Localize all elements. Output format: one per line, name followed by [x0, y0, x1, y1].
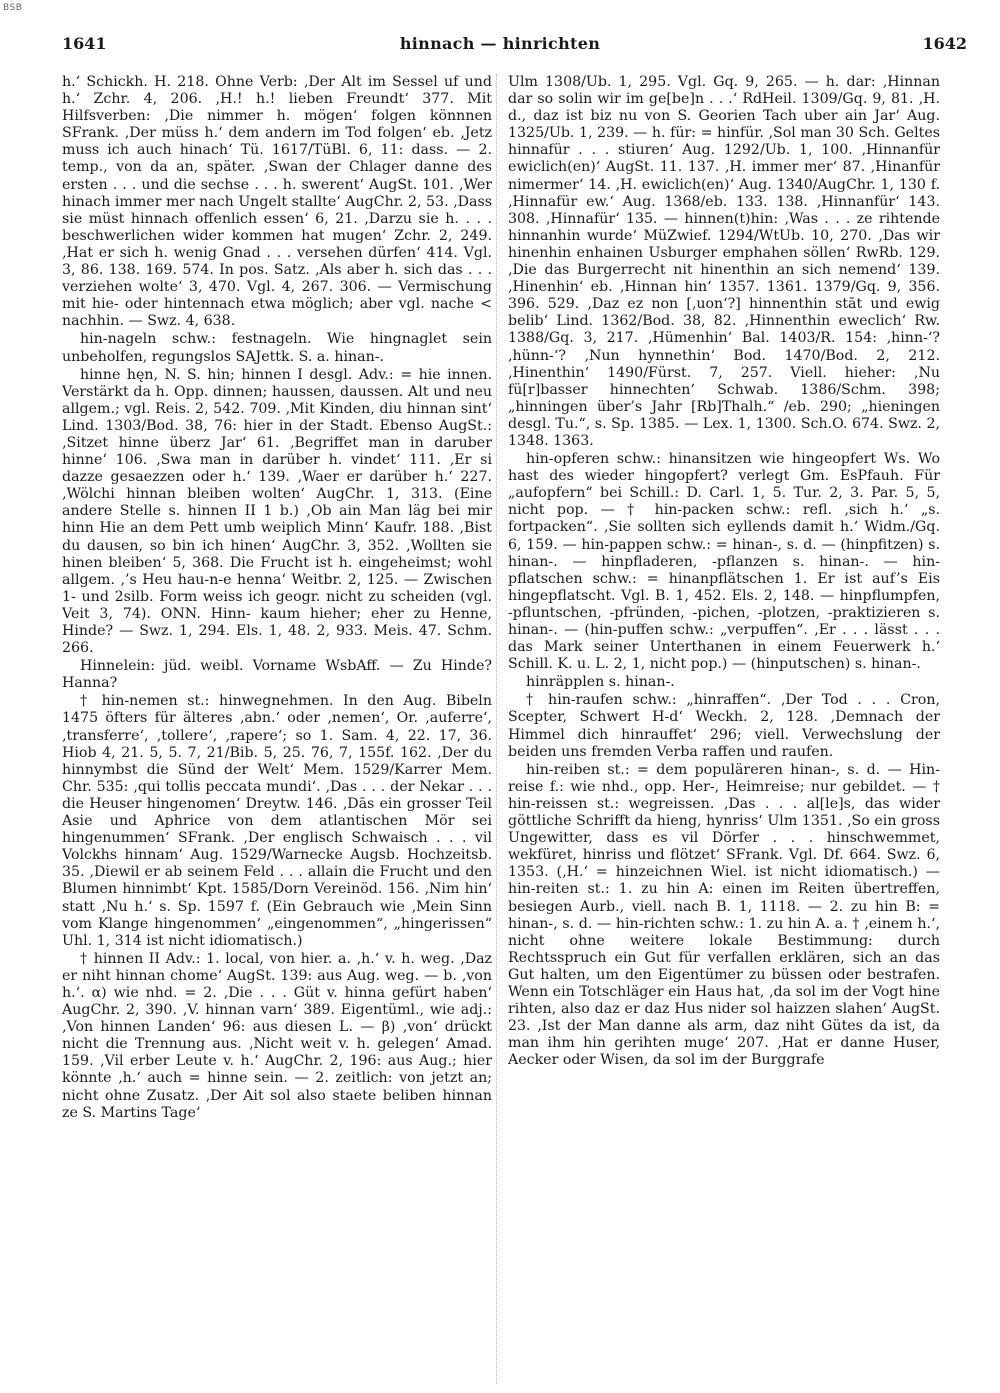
entry-hinnelein: Hinnelein: jüd. weibl. Vorname WsbAff. — Zu Hinde? Hanna?	[62, 658, 492, 692]
entry-hin-nemen: † hin-nemen st.: hinwegnehmen. In den Aug. Bibeln 1475 öfters für älteres ‚abn.‘ oder ‚nemen‘, Or. ‚auferre‘, ‚transferre‘, ‚tollere‘, ‚rapere‘; so 1. Sam. 4, 22. 17, 36. Hiob 4, 21. 5, 5. 7, 21/Bib. 5, 25. 76, 7, 155f. 162. ‚Der du hinnymbst die Sünd der Welt‘ Mem. 1529/Karrer Mem. Chr. 535: ‚qui tollis peccata mundi‘. ‚Das . . . der Nekar . . . die Heuser hingenomen‘ Dreytw. 146. ‚Dās ein grosser Teil Asie und Aphrice von dem atlantischen Mör sei hingenummen‘ SFrank. ‚Der englisch Schwaisch . . . vil Volckhs hinnam‘ Aug. 1529/Warnecke Augsb. Hochzeitsb. 35. ‚Diewil er ab seinem Feld . . . allain die Frucht und den Blumen hinnimbt‘ Kpt. 1585/Dorn Vereinöd. 156. ‚Nim hin‘ statt ‚Nu h.‘ s. Sp. 1597 f. (Ein Gebrauch wie ‚Mein Sinn vom Klange hingenommen‘ „eingenommen“, „hingerissen“ Uhl. 1, 314 ist nicht idiomatisch.)	[62, 693, 492, 949]
page-number-right: 1642	[922, 34, 967, 53]
right-column	[508, 74, 940, 1384]
entry-hin-reiben: hin-reiben st.: = dem populäreren hinan-, s. d. — Hin-reise f.: wie nhd., opp. Her-, Heimreise; nur gebildet. — † hin-reissen st.: wegreissen. ‚Das . . . al[le]s, das wider göttliche Schrifft da hieng, hynriss‘ Ulm 1351. ‚So ein gross Ungewitter, dass es vil Dörfer . . . hinschwemmet, wekfüret, hinriss und flötzet‘ SFrank. Vgl. Df. 664. Swz. 6, 1353. (‚H.‘ = hinzeichnen Wiel. ist nicht idiomatisch.) — hin-reiten st.: 1. zu hin A: einen im Reiten übertreffen, besiegen Aurb., viell. nach B. 1, 1118. — 2. zu hin B: = hinan-, s. d. — hin-richten schw.: 1. zu hin A. a. † ‚einem h.‘, nicht ohne weitere lokale Bestimmung: durch Rechtsspruch ein Gut für verfallen erklären, sich an das Gut halten, um den Eigentümer zu büssen oder bestrafen. Wenn ein Totschläger ein Haus hat, ‚da sol im der Vogt hine rihten, also daz er daz Hus nider sol haizzen slahen‘ AugSt. 23. ‚Ist der Man danne als arm, daz niht Gütes da ist, da man ihm hin gerihten muge‘ 207. ‚Hat er danne Huser, Aecker oder Wisen, da sol im der Burggrafe	[508, 761, 940, 1069]
left-column	[62, 74, 492, 1384]
entry-hinraepplen: hinräpplen s. hinan-.	[526, 674, 675, 691]
running-head: hinnach — hinrichten	[399, 34, 601, 53]
column-divider	[496, 74, 497, 1384]
entry-hin-nageln: hin-nageln schw.: festnageln. Wie hingnaglet sein unbeholfen, regungslos SAJettk. S. a. hinan-.	[62, 331, 492, 365]
entry-hin-opferen: hin-opferen schw.: hinansitzen wie hingeopfert Ws. Wo hast des wieder hingopfert? verlegt Gm. EsPfauh. Für „aufopfern“ bei Schill.: D. Carl. 1, 5. Tur. 2, 3. Par. 5, 5, nicht pop. — † hin-packen schw.: refl. ‚sich h.‘ „s. fortpacken“. ‚Sie sollten sich eyllends damit h.‘ Widm./Gq. 6, 159. — hin-pappen schw.: = hinan-, s. d. — (hinpfitzen) s. hinan-. — hinpfladeren, -pflanzen s. hinan-. — hin-pflatschen schw.: = hinanpflätschen 1. Er ist auf’s Eis hingepflatscht. Vgl. B. 1, 452. Els. 2, 148. — hinpflumpfen, -pfluntschen, -pfründen, -pichen, -plotzen, -praktizieren s. hinan-. — (hin-puffen schw.: „verpuffen“. ‚Er . . . lässt . . . das Mark seiner Unterthanen in einem Feuerwerk h.‘ Schill. K. u. L. 2, 1, nicht pop.) — (hinputschen) s. hinan-.	[508, 451, 940, 673]
entry-hinnach-cont: h.‘ Schickh. H. 218. Ohne Verb: ‚Der Alt im Sessel uf und h.‘ Zchr. 4, 206. ‚H.! h.! lieben Freundt‘ 377. Mit Hilfsverben: ‚Die nimmer h. mögen‘ folgen könnnen SFrank. ‚Der müss h.‘ dem andern im Tod folgen‘ eb. ‚Jetz muss ich auch hinach‘ Tü. 1617/TüBl. 6, 11: dass. — 2. temp., von da an, später. ‚Swan der Chlager danne des ersten . . . und die sechse . . . h. swerent‘ AugSt. 101. ‚Wer hinach immer mer nach Ungelt stallte‘ AugChr. 2, 53. ‚Dass sie müst hinnach offenlich essen‘ 6, 21. ‚Darzu sie h. . . . beschwerlichen wider kommen hat mugen‘ Zchr. 2, 249. ‚Hat er sich h. wenig Gnad . . . versehen dürfen‘ 414. Vgl. 3, 86. 138. 169. 574. In pos. Satz. ‚Als aber h. sich das . . . verziehen wolte‘ 3, 470. Vgl. 4, 267. 306. — Vermischung mit hie- oder hintennach etwa möglich; aber vgl. nache < nachhin. — Swz. 4, 638.	[62, 74, 492, 330]
page-number-left: 1641	[62, 34, 107, 53]
entry-hinnen-cont: Ulm 1308/Ub. 1, 295. Vgl. Gq. 9, 265. — h. dar: ‚Hinnan dar so solin wir im ge[be]n . . .‘ RdHeil. 1309/Gq. 9, 81. ‚H. d., daz ist biz nu von S. Georien Tach uber ain Jar‘ Aug. 1325/Ub. 1, 239. — h. für: = hinfür. ‚Sol man 30 Sch. Geltes hinnafür . . . stiuren‘ Aug. 1292/Ub. 1, 100. ‚Hinnanfür ewiclich(en)‘ AugSt. 11. 137. ‚H. immer mer‘ 87. ‚Hinanfür nimermer‘ 14. ‚H. ewiclich(en)‘ Aug. 1340/AugChr. 1, 130 f. ‚Hinnafür ew.‘ Aug. 1368/eb. 133. 138. ‚Hinnanfür‘ 143. 308. ‚Hinnafür‘ 135. — hinnen(t)hin: ‚Was . . . ze rihtende hinnanhin wurde‘ MüZwief. 1294/WtUb. 10, 270. ‚Das wir hinenhin enhainen Usburger emphahen söllen‘ RwRb. 129. ‚Die das Burgerrecht nit hinenthin an sich nemend‘ 139. ‚Hinenhin‘ eb. ‚Hinnan hin‘ 1357. 1361. 1379/Gq. 9, 356. 396. 529. ‚Daz ez non [‚uon‘?] hinnenthin stāt und ewig belib‘ Lind. 1362/Bod. 38, 82. ‚Hinnenthin eweclich‘ Rw. 1388/Gq. 3, 217. ‚Hümenhin‘ Bal. 1403/R. 154: ‚hinn-‘? ‚hünn-‘? ‚Nun hynnethin‘ Bod. 1470/Bod. 2, 212. ‚Hinenthin‘ 1490/Fürst. 7, 257. Viell. hieher: ‚Nu fü[r]basser hinnechten‘ Schwab. 1386/Schm. 398; „hinningen über’s Jahr [Rb]Thalh.“ /eb. 290; „hieningen desgl. Tu.“, s. Sp. 1385. — Lex. 1, 1300. Sch.O. 674. Swz. 2, 1348. 1363.	[508, 74, 940, 449]
library-stamp: BSB	[3, 3, 23, 13]
entry-hin-raufen: † hin-raufen schw.: „hinraffen“. ‚Der Tod . . . Cron, Scepter, Schwert H-d‘ Weckh. 2, 128. ‚Demnach der Himmel dich hinrauffet‘ 296; viell. Verwechslung der beiden uns fremden Verba raffen und raufen.	[508, 692, 940, 760]
entry-hinne: hinne hęn, N. S. hin; hinnen I desgl. Adv.: = hie innen. Verstärkt da h. Opp. dinnen; haussen, daussen. Alt und neu allgem.; vgl. Reis. 2, 542. 709. ‚Mit Kinden, diu hinnan sint‘ Lind. 1303/Bod. 38, 76: hier in der Stadt. Ebenso AugSt.: ‚Sitzet hinne überz Jar‘ 61. ‚Begriffet man in daruber hinne‘ 106. ‚Swa man in darüber h. vindet‘ 111. ‚Er si dazze gesaezzen oder h.‘ 139. ‚Waer er darüber h.‘ 227. ‚Wölchi hinnan bleiben wolten‘ AugChr. 1, 313. (Eine andere Stelle s. hinnen II 1 b.) ‚Ob ain Man läg bei mir hinn Hie an dem Pett umb weiplich Minn‘ Kaufr. 188. ‚Bist du dausen, so bin ich hinen‘ AugChr. 3, 352. ‚Wollten sie hinen bleiben‘ 5, 368. Die Frucht ist h. eingeheimst; wohl allgem. ‚’s Heu hau-n-e henna‘ Weitbr. 2, 125. — Zwischen 1- und 2silb. Form weiss ich geogr. nicht zu scheiden (vgl. Veit 3, 74). ONN. Hinn- kaum hieher; eher zu Henne, Hinde? — Swz. 1, 294. Els. 1, 48. 2, 933. Meis. 47. Schm. 266.	[62, 366, 492, 657]
entry-hinnen-ii: † hinnen II Adv.: 1. local, von hier. a. ‚h.‘ v. h. weg. ‚Daz er niht hinnan chome‘ AugSt. 139: aus Aug. weg. — b. ‚von h.‘. α) wie nhd. = 2. ‚Die . . . Güt v. hinna gefürt haben‘ AugChr. 2, 390. ‚V. hinnan varn‘ 389. Eigentüml., wie adj.: ‚Von hinnen Landen‘ 96: aus diesen L. — β) ‚von‘ drückt nicht die Trennung aus. ‚Nicht weit v. h. gelegen‘ Amad. 159. ‚Vil erber Leute v. h.‘ AugChr. 2, 196: aus Aug.; hier könnte ‚h.‘ auch = hinne sein. — 2. zeitlich: von jetzt an; nicht ohne Zusatz. ‚Der Ait sol also staete beliben hinnan ze S. Martins Tage‘	[62, 950, 492, 1121]
